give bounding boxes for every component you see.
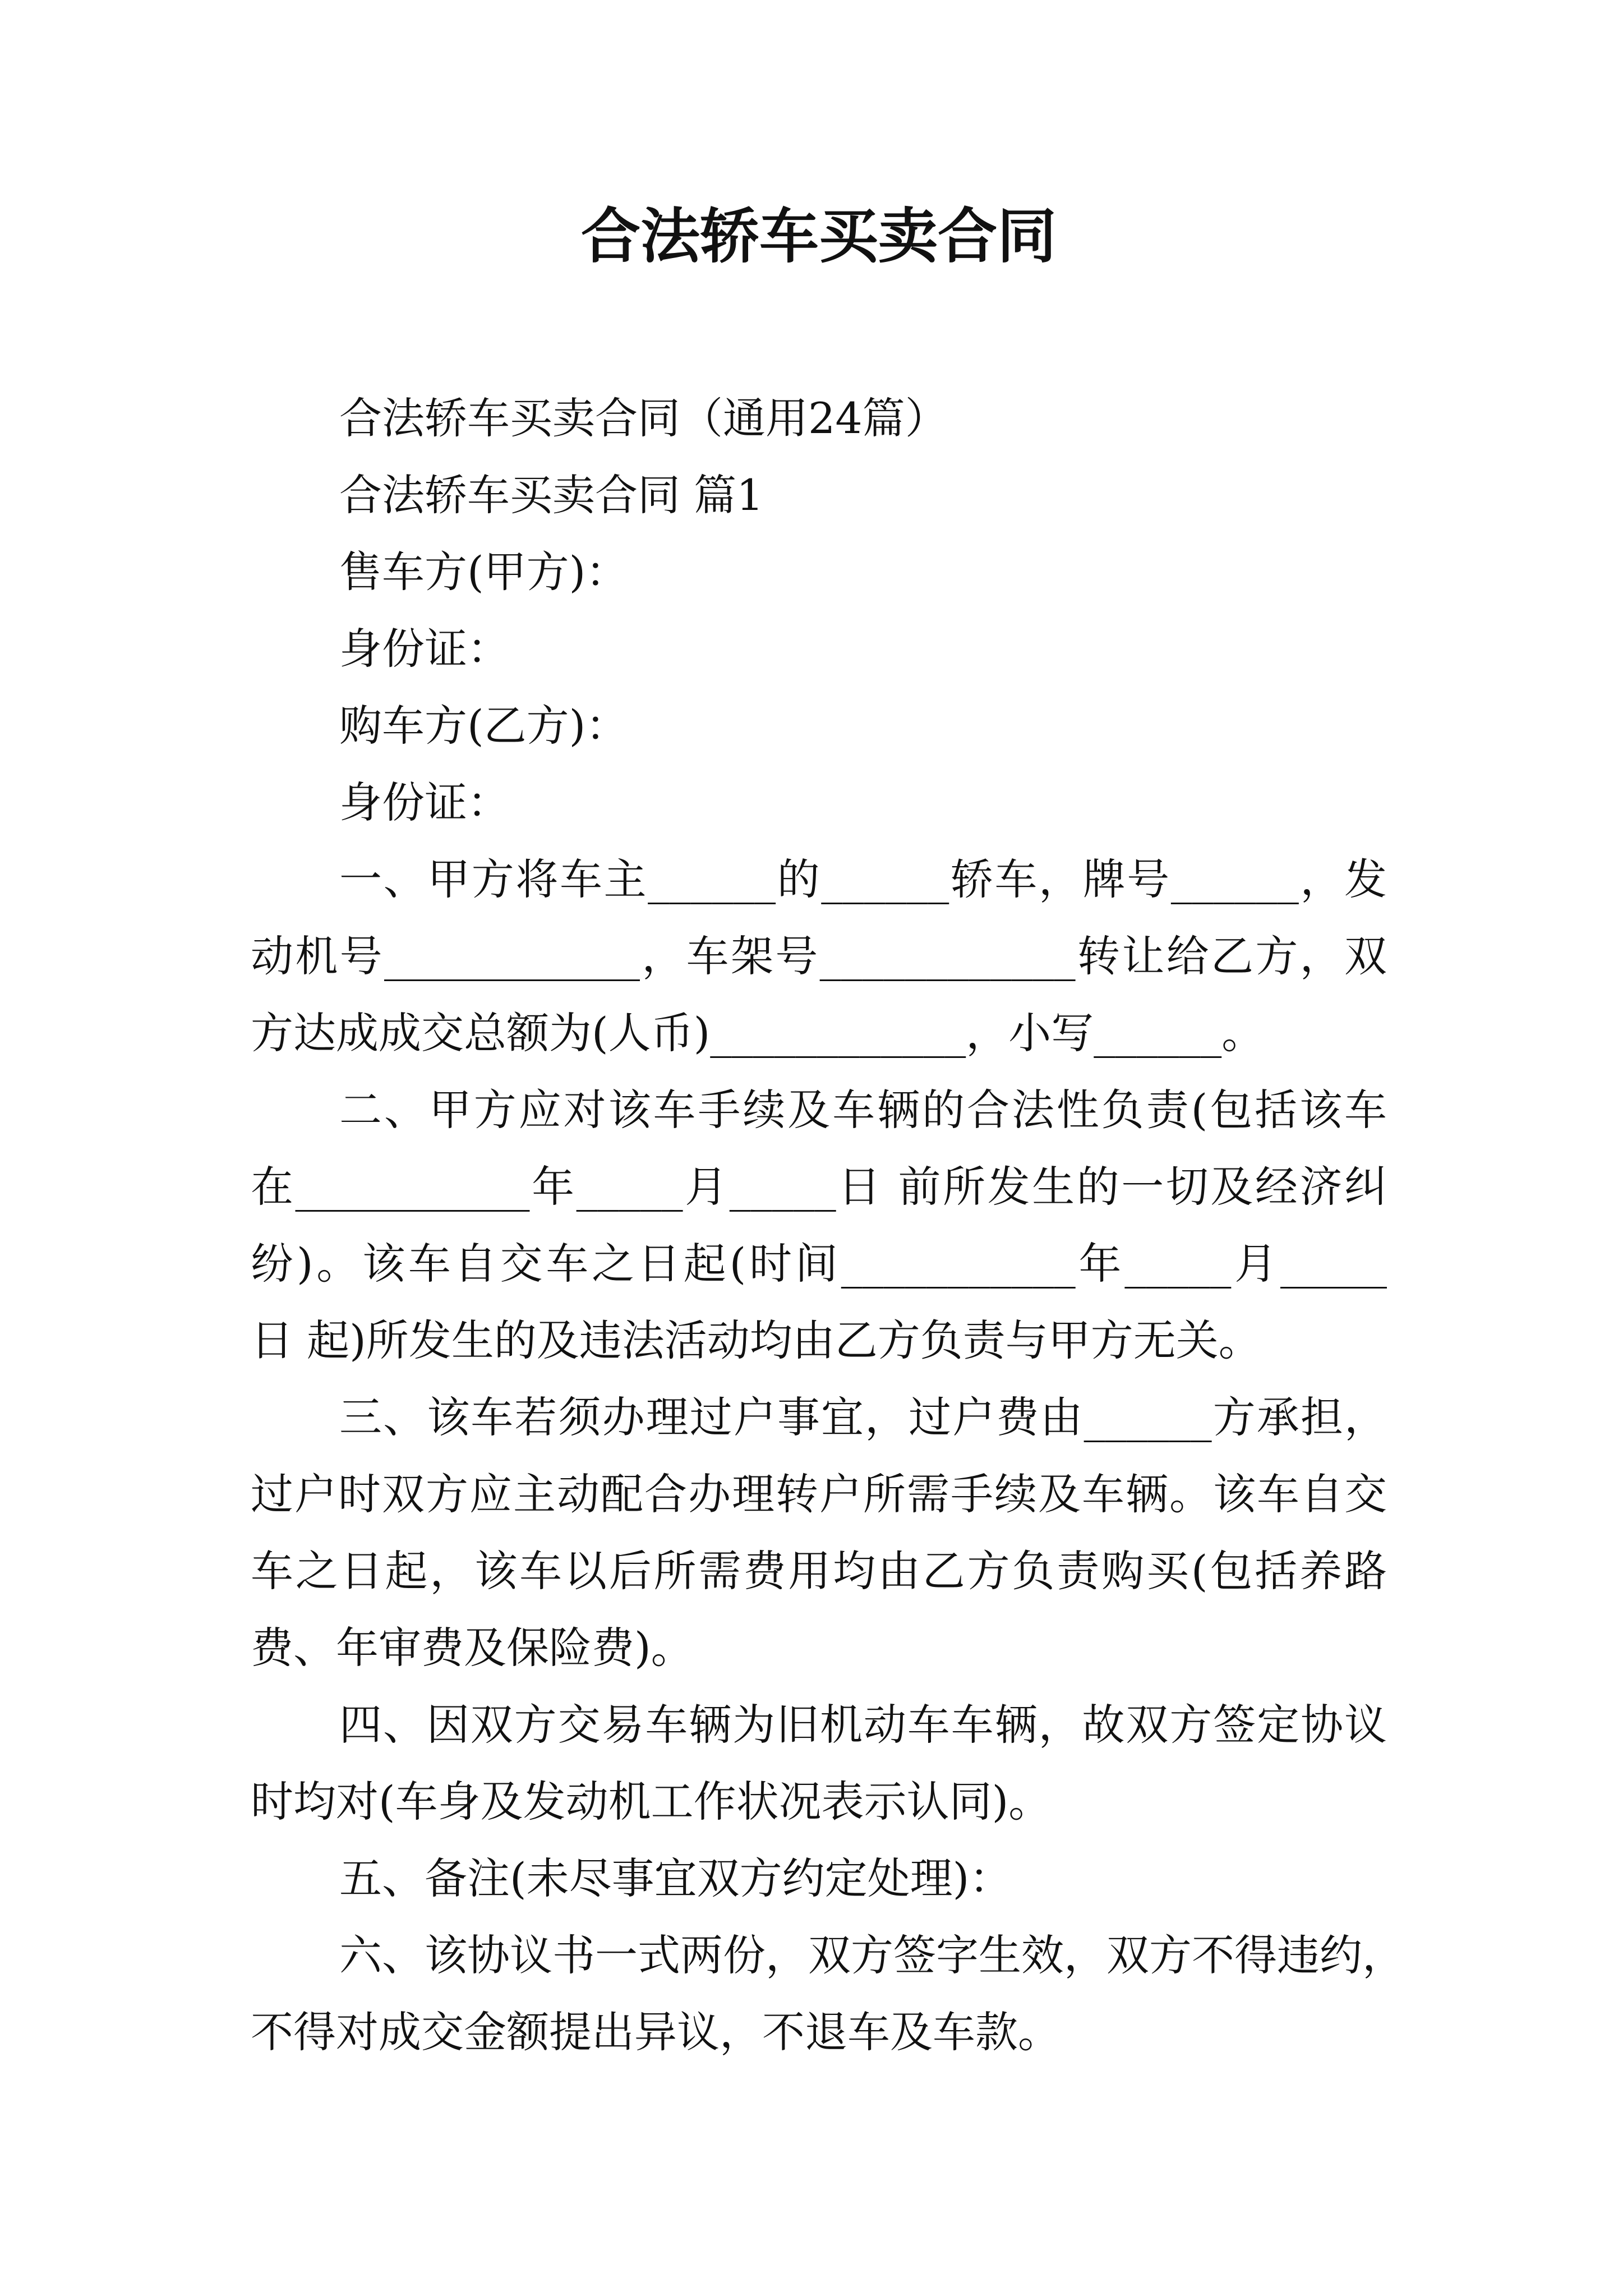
- text-line: 四、因双方交易车辆为旧机动车车辆，故双方签定协议: [339, 1700, 1387, 1750]
- text-line: 纷)。该车自交车之日起(时间___________年_____月_____: [251, 1239, 1387, 1289]
- text-line: 费、年审费及保险费)。: [251, 1623, 694, 1673]
- seller-field: [251, 533, 1387, 610]
- clause-6: [251, 1917, 1405, 2070]
- text-line: 过户时双方应主动配合办理转户所需手续及车辆。该车自交: [251, 1469, 1387, 1519]
- text-line: 方达成成交总额为(人币)____________，小写______。: [251, 1008, 1265, 1058]
- text-line: 时均对(车身及发动机工作状况表示认同)。: [251, 1777, 1052, 1826]
- text-line: 五、备注(未尽事宜双方约定处理)：: [339, 1853, 1012, 1903]
- text-line: 合法轿车买卖合同 篇1: [339, 470, 764, 520]
- text-line: 购车方(乙方)：: [339, 701, 629, 751]
- text-line: 六、该协议书一式两份，双方签字生效，双方不得违约，: [339, 1930, 1405, 1980]
- text-line: 在___________年_____月_____日 前所发生的一切及经济纠: [251, 1162, 1387, 1212]
- section-heading: [251, 457, 1387, 533]
- clause-2: [251, 1071, 1387, 1379]
- document-body: [251, 380, 1405, 2070]
- text-line: 车之日起，该车以后所需费用均由乙方负责购买(包括养路: [251, 1546, 1387, 1596]
- clause-3: [251, 1379, 1387, 1686]
- text-line: 合法轿车买卖合同（通用24篇）: [339, 393, 948, 443]
- buyer-field: [251, 687, 1387, 764]
- buyer-id-field: [251, 764, 1387, 841]
- document-title: 合法轿车买卖合同: [581, 201, 1057, 271]
- text-line: 售车方(甲方)：: [339, 547, 629, 597]
- text-line: 动机号____________，车架号____________转让给乙方，双: [251, 931, 1387, 981]
- text-line: 三、该车若须办理过户事宜，过户费由______方承担，: [339, 1392, 1387, 1442]
- text-line: 日 起)所发生的及违法活动均由乙方负责与甲方无关。: [251, 1315, 1261, 1365]
- seller-id-field: [251, 610, 1387, 687]
- clause-5: [251, 1840, 1387, 1917]
- text-line: 身份证：: [339, 777, 510, 827]
- clause-1: [251, 841, 1387, 1071]
- text-line: 二、甲方应对该车手续及车辆的合法性负责(包括该车: [339, 1085, 1387, 1135]
- clause-4: [251, 1686, 1387, 1840]
- text-line: 一、甲方将车主______的______轿车，牌号______，发: [339, 854, 1387, 904]
- text-line: 身份证：: [339, 624, 510, 674]
- text-line: 不得对成交金额提出异议，不退车及车款。: [251, 2007, 1061, 2057]
- document-subtitle: [251, 380, 1387, 457]
